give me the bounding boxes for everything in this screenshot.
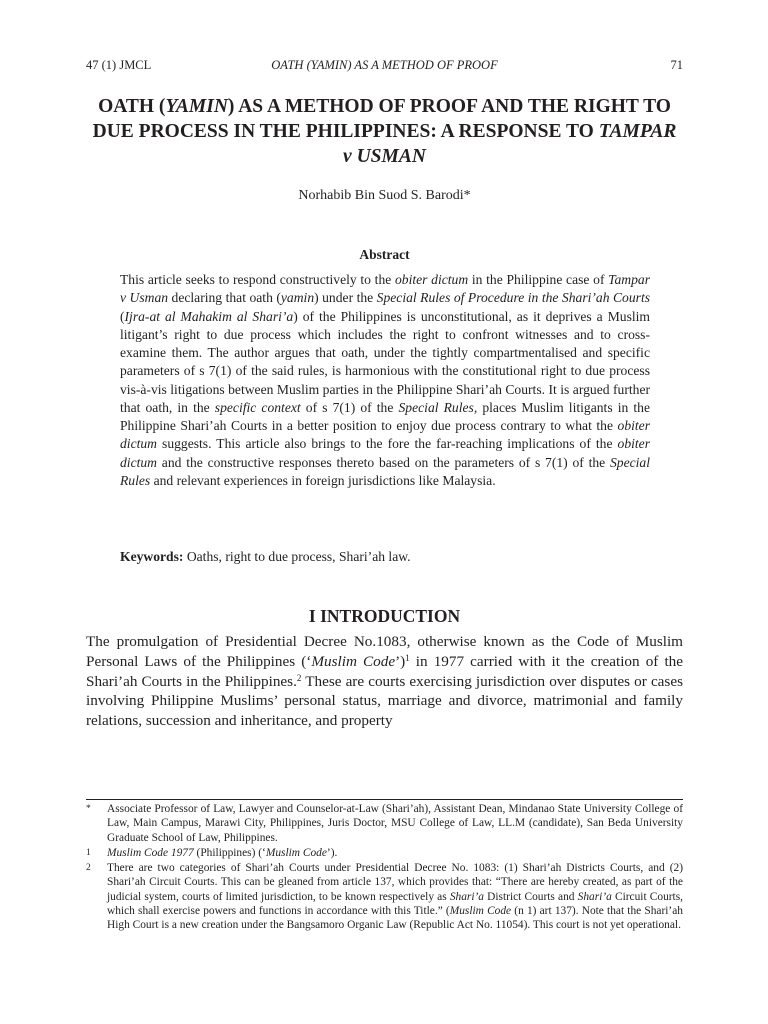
title-italic-case: TAMPAR v USMAN [343,121,677,167]
abstract-heading: Abstract [359,247,410,262]
abstract-italic: Special Rules [398,399,474,415]
abstract-italic: Tampar v Usman [120,272,650,306]
footnote-divider [86,799,683,800]
footnote-mark: 2 [86,863,91,874]
abstract-text: of s 7(1) of the [300,399,399,415]
abstract-text: and the constructive responses thereto based on the parameters of s 7(1) of the [157,454,610,470]
footnote-ref-2[interactable]: 2 [296,672,302,683]
article-title [86,94,683,169]
intro-text: These are courts exercising jurisdiction over disputes or cases involving Philippine Muslims’ personal status, marriage and divorce, matrimonial and family relations, succession and inheritance, and property [86,672,683,730]
intro-text: The promulgation of Presidential Decree No.1083, otherwise known as the Code of Muslim Personal Laws of the Philippines (‘ [86,633,683,670]
abstract-italic: Special Rules of Procedure in the Shari’ah Courts [376,290,651,306]
abstract-italic: Special Rules [120,454,650,488]
page-number: 71 [670,58,683,72]
intro-text: in 1977 carried with it the creation of the Shari’ah Courts in the Philippines. [86,652,684,690]
footnote-italic: Muslim Code [449,905,512,918]
footnotes [86,802,683,934]
footnote-text: ’). [326,846,338,859]
abstract-text: ) of the Philippines is unconstitutional, as it deprives a Muslim litigant’s right to due process which includes the right to confront witnesses and to cross-examine them. The author argues that oath, under the tightly compartmentalised and specific parameters of s 7(1) of the said rules, is harmonious with the constitutional right to due process vis-à-vis litigations between Muslim parties in the Philippine Shari’ah Courts. It is argued further that oath, in the [120,308,650,415]
title-text: OATH ( [98,96,166,117]
footnote-text: District Courts and [484,890,578,903]
introduction-paragraph [86,632,683,731]
footnote-2 [86,861,683,932]
abstract-text: suggests. This article also brings to the fore the far-reaching implications of the [157,436,618,452]
title-italic-yamin: YAMIN [165,96,228,117]
abstract-italic: obiter dictum [395,272,469,287]
intro-text: ’) [395,652,406,670]
abstract-text: , places Muslim litigants in the Philippine Shari’ah Courts in a better position to enjoy due process contrary to what the [120,399,650,433]
abstract-text: in the Philippine case of [468,272,609,287]
abstract-italic: yamin [280,290,315,306]
journal-citation: 47 (1) JMCL [86,58,152,72]
keywords-label: Keywords: [120,549,184,564]
footnote-text: Circuit Courts, which shall exercise powers and functions in accordance with this Title.” ( [107,890,683,918]
title-text: ) AS A METHOD OF PROOF AND THE RIGHT TO DUE PROCESS IN THE PHILIPPINES: A RESPONSE TO [92,96,671,142]
running-title: OATH (YAMIN) AS A METHOD OF PROOF [271,58,498,72]
footnote-1 [86,846,683,860]
section-heading-introduction: I INTRODUCTION [308,606,461,626]
keywords [120,548,650,566]
footnote-italic: Shari’a [449,890,485,903]
footnote-text: Associate Professor of Law, Lawyer and Counselor-at-Law (Shari’ah), Assistant Dean, Mindanao State University College of Law, Main Campus, Marawi City, Philippines, Juris Doctor, MSU College of Law, LL.M (candidate), San Beda University Graduate School of Law, Philippines. [107,803,683,844]
footnote-italic: Muslim Code [265,846,327,859]
abstract-text: ) under the [314,290,377,306]
footnote-mark: 1 [86,847,91,858]
keywords-text: Oaths, right to due process, Shari’ah law. [183,549,411,564]
footnote-text: There are two categories of Shari’ah Courts under Presidential Decree No. 1083: (1) Shari’ah Districts Courts, and (2) Shari’ah Circuit Courts. This can be gleaned from article 137, which provides that: “There are hereby created, as part of the judicial system, courts of limited jurisdiction, to be known respectively as [107,862,683,903]
running-head [86,57,683,73]
footnote-author [86,802,683,845]
abstract-italic: obiter dictum [120,436,650,470]
footnote-mark: * [86,804,91,814]
footnote-text: (Philippines) (‘ [193,846,266,859]
abstract-text: declaring that oath ( [168,290,281,306]
intro-italic: Muslim Code [311,652,396,670]
abstract-italic: Ijra-at al Mahakim al Shari’a [124,308,294,324]
abstract-text: and relevant experiences in foreign jurisdictions like Malaysia. [150,472,496,488]
abstract-text: ( [120,308,125,324]
footnote-text: (n 1) art 137). Note that the Shari’ah High Court is a new creation under the Bangsamoro Organic Law (Republic Act No. 11054). This court is not yet operational. [107,905,683,932]
abstract-italic: specific context [214,399,301,415]
author-name: Norhabib Bin Suod S. Barodi* [298,188,471,203]
abstract-body [120,271,650,490]
footnote-ref-1[interactable]: 1 [405,652,410,663]
abstract-italic: obiter dictum [120,418,650,452]
footnote-italic: Muslim Code 1977 [107,846,194,859]
footnote-italic: Shari’a [577,890,612,903]
abstract-text: This article seeks to respond constructively to the [120,272,395,287]
